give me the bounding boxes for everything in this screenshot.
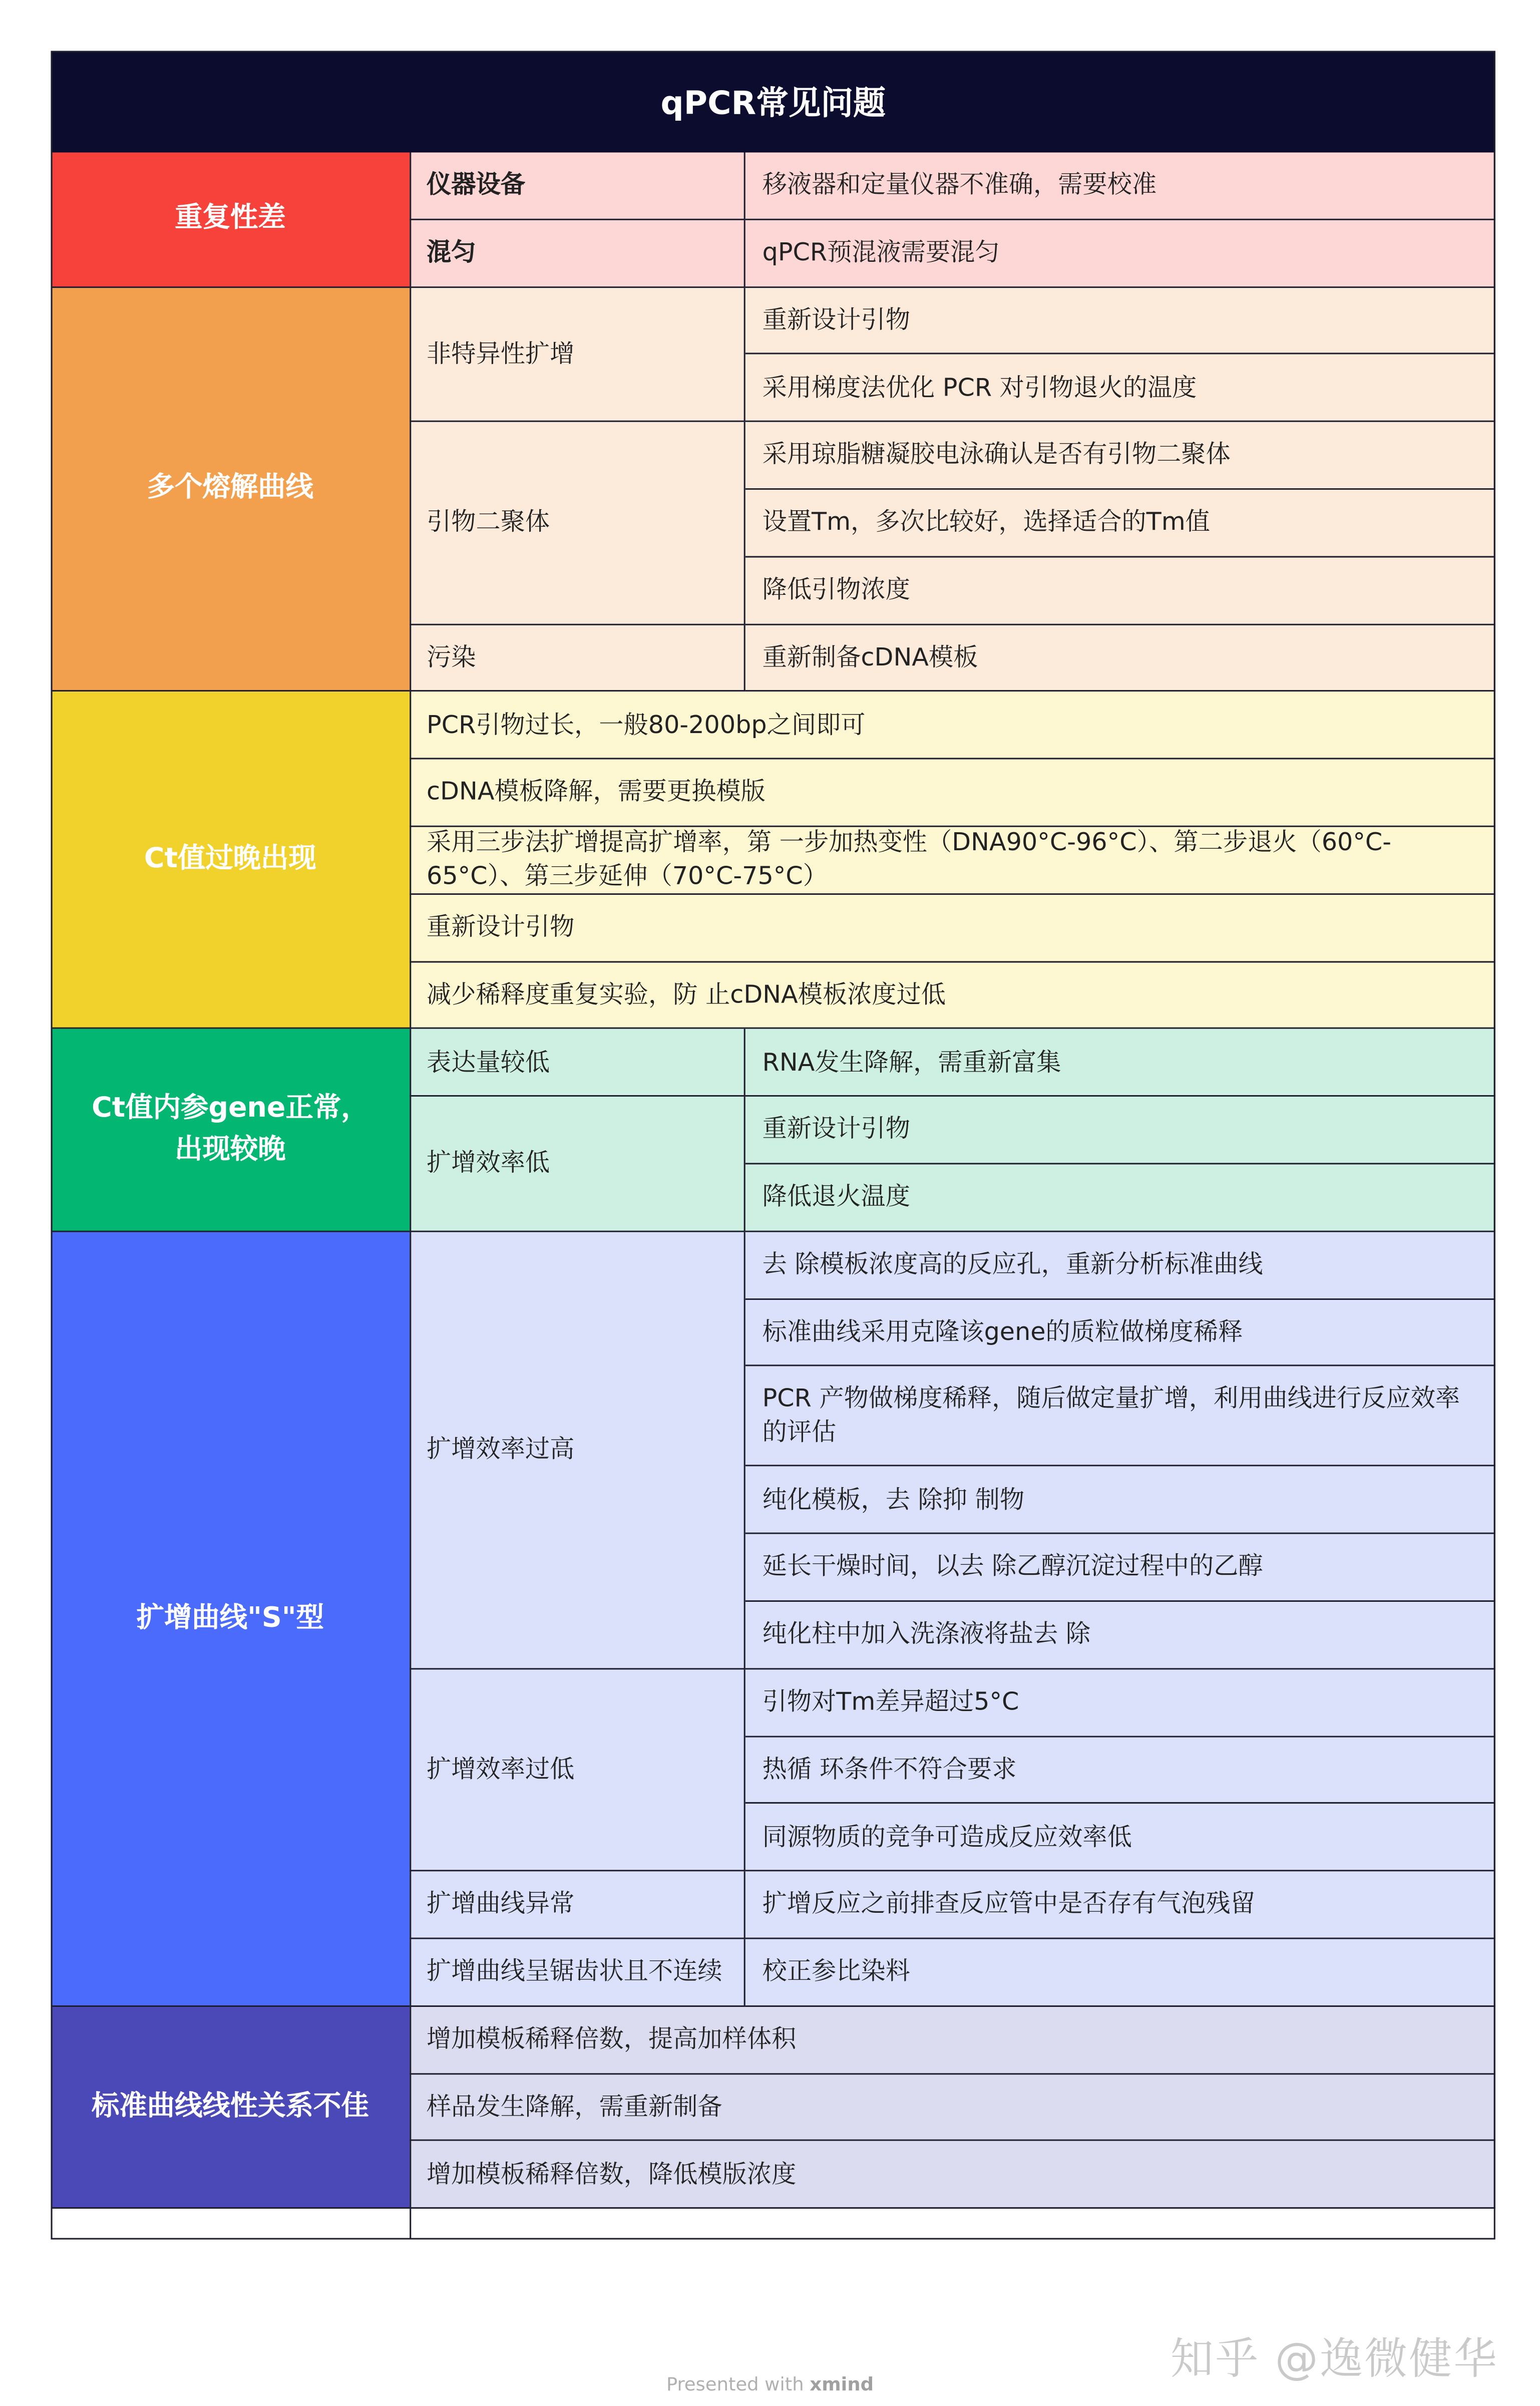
cause-cell: [410, 287, 745, 422]
solution-cell: [745, 1164, 1495, 1232]
solution-cell: [410, 827, 1495, 895]
solution-cell: [745, 1467, 1495, 1535]
watermark: 知乎 @逸微健华: [1170, 2333, 1498, 2384]
solution-cell: [745, 1232, 1495, 1299]
category-label: Ct值过晚出现: [144, 843, 316, 876]
solution-text: 降低引物浓度: [762, 574, 910, 604]
cause-label: 非特异性扩增: [427, 338, 575, 368]
solution-cell: [410, 2006, 1495, 2074]
cause-label: 扩增曲线异常: [427, 1889, 575, 1918]
solution-text: PCR引物过长，一般80-200bp之间即可: [427, 709, 866, 739]
solution-cell: [745, 1534, 1495, 1602]
solution-text: 去 除模板浓度高的反应孔，重新分析标准曲线: [762, 1249, 1263, 1279]
solution-text: 减少稀释度重复实验，防 止cDNA模板浓度过低: [427, 979, 946, 1009]
category-cell: [51, 2006, 410, 2209]
solution-text: 热循 环条件不符合要求: [762, 1754, 1017, 1784]
cause-label: 混匀: [427, 237, 476, 267]
solution-text: 延长干燥时间，以去 除乙醇沉淀过程中的乙醇: [762, 1551, 1263, 1581]
solution-cell: [745, 1367, 1495, 1467]
solution-text: 重新设计引物: [762, 1114, 910, 1144]
solution-cell: [410, 2074, 1495, 2142]
category-cell: [51, 1232, 410, 2006]
solution-text: 移液器和定量仪器不准确，需要校准: [762, 169, 1157, 199]
solution-cell: [745, 557, 1495, 625]
qpcr-mindmap-table: [51, 51, 1495, 2240]
solution-text: 设置Tm，多次比较好，选择适合的Tm值: [762, 507, 1210, 537]
cause-cell: [410, 220, 745, 287]
solution-cell: [410, 2142, 1495, 2209]
category-label: 扩增曲线"S"型: [136, 1601, 324, 1634]
category-divider: [410, 153, 411, 2240]
solution-text: 重新制备cDNA模板: [762, 642, 978, 671]
solution-cell: [745, 1029, 1495, 1097]
cause-label: 引物二聚体: [427, 507, 550, 537]
solution-text: cDNA模板降解，需要更换模版: [427, 777, 765, 806]
solution-cell: [745, 490, 1495, 557]
cause-label: 污染: [427, 642, 476, 671]
xmind-logo: xmind: [810, 2373, 874, 2395]
cause-cell: [410, 1097, 745, 1232]
solution-text: PCR 产物做梯度稀释，随后做定量扩增，利用曲线进行反应效率的评估: [762, 1383, 1460, 1447]
solution-cell: [410, 962, 1495, 1029]
solution-text: 降低退火温度: [762, 1181, 910, 1211]
solution-cell: [410, 692, 1495, 760]
solution-cell: [745, 1737, 1495, 1804]
solution-cell: [745, 1804, 1495, 1872]
cause-cell: [410, 422, 745, 624]
solution-text: 重新设计引物: [427, 911, 575, 941]
category-cell: [51, 692, 410, 1029]
category-cell: [51, 153, 410, 287]
cause-label: 扩增效率过高: [427, 1434, 575, 1464]
cause-label: 表达量较低: [427, 1047, 550, 1076]
cause-cell: [410, 153, 745, 220]
category-label: Ct值内参gene正常，出现较晚: [92, 1093, 369, 1166]
footer: [0, 2373, 1540, 2395]
cause-cell: [410, 1232, 745, 1669]
cause-label: 扩增曲线呈锯齿状且不连续: [427, 1956, 722, 1986]
solution-text: qPCR预混液需要混匀: [762, 237, 1000, 267]
solution-text: 样品发生降解，需重新制备: [427, 2091, 722, 2121]
solution-cell: [745, 287, 1495, 355]
cause-cell: [410, 625, 745, 693]
solution-cell: [745, 1872, 1495, 1939]
solution-cell: [745, 355, 1495, 423]
cause-cell: [410, 1669, 745, 1872]
solution-text: 采用琼脂糖凝胶电泳确认是否有引物二聚体: [762, 439, 1231, 469]
solution-text: 增加模板稀释倍数，降低模版浓度: [427, 2159, 797, 2188]
solution-text: 标准曲线采用克隆该gene的质粒做梯度稀释: [762, 1316, 1243, 1346]
solution-cell: [745, 625, 1495, 693]
solution-cell: [745, 1669, 1495, 1737]
footer-prefix: Presented with: [666, 2373, 804, 2395]
solution-text: 校正参比染料: [762, 1956, 910, 1986]
cause-label: 扩增效率过低: [427, 1754, 575, 1784]
solution-text: 采用梯度法优化 PCR 对引物退火的温度: [762, 372, 1197, 402]
solution-cell: [745, 1602, 1495, 1669]
category-cell: [51, 287, 410, 692]
solution-text: 扩增反应之前排查反应管中是否存有气泡残留: [762, 1889, 1255, 1918]
solution-cell: [745, 220, 1495, 287]
solution-text: 增加模板稀释倍数，提高加样体积: [427, 2023, 797, 2053]
solution-text: 引物对Tm差异超过5°C: [762, 1686, 1019, 1716]
solution-text: 纯化模板，去 除抑 制物: [762, 1484, 1025, 1514]
cause-label: 扩增效率低: [427, 1148, 550, 1177]
cause-label: 仪器设备: [427, 169, 525, 199]
solution-cell: [745, 1299, 1495, 1367]
solution-text: RNA发生降解，需重新富集: [762, 1047, 1061, 1076]
page-title: qPCR常见问题: [51, 51, 1495, 153]
category-label: 标准曲线线性关系不佳: [92, 2090, 369, 2123]
solution-cell: [745, 153, 1495, 220]
solution-text: 重新设计引物: [762, 304, 910, 334]
solution-cell: [745, 1939, 1495, 2007]
solution-text: 纯化柱中加入洗涤液将盐去 除: [762, 1619, 1091, 1648]
solution-cell: [410, 895, 1495, 962]
solution-text: 采用三步法扩增提高扩增率，第 一步加热变性（DNA90°C-96°C）、第二步退火（60°C-65°C）、第三步延伸（70°C-75°C）: [427, 827, 1392, 891]
solution-cell: [745, 422, 1495, 490]
category-label: 重复性差: [175, 202, 286, 235]
solution-text: 同源物质的竞争可造成反应效率低: [762, 1821, 1132, 1851]
category-label: 多个熔解曲线: [147, 472, 313, 505]
cause-cell: [410, 1872, 745, 1939]
category-cell: [51, 1029, 410, 1232]
cause-cell: [410, 1939, 745, 2007]
solution-cell: [410, 760, 1495, 827]
cause-cell: [410, 1029, 745, 1097]
solution-cell: [745, 1097, 1495, 1165]
